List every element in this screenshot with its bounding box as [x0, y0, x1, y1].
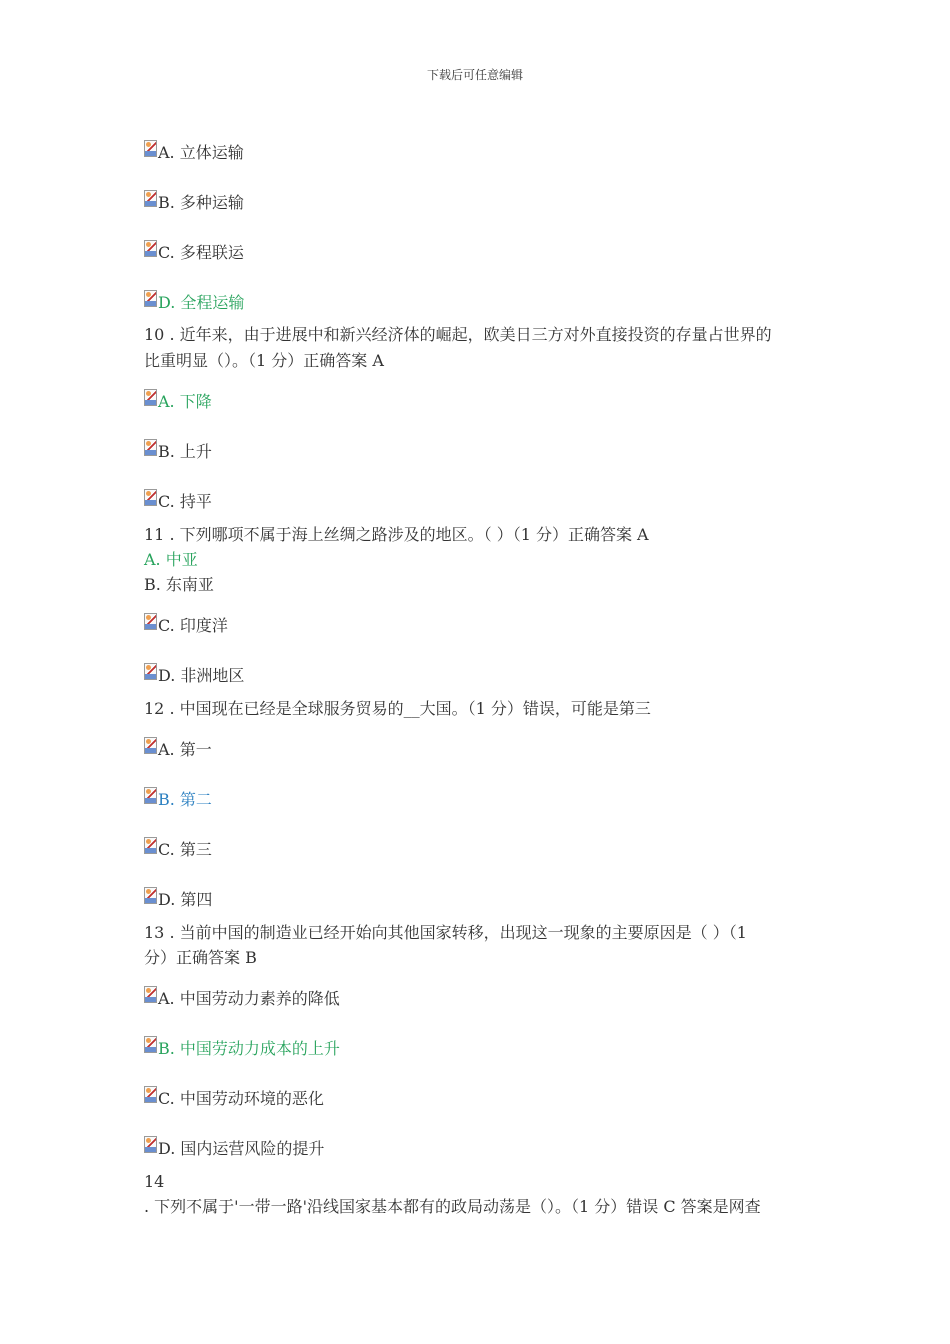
question-label: 比重明显（）。（1 分）正确答案 A [144, 351, 384, 370]
option-label: C. 中国劳动环境的恶化 [158, 1089, 324, 1108]
option-label: D. 全程运输 [158, 293, 245, 312]
question-text [144, 1197, 761, 1217]
answer-option [144, 1039, 340, 1059]
option-label: A. 下降 [158, 392, 212, 411]
question-label: 14 [144, 1172, 165, 1191]
answer-option [144, 550, 198, 570]
option-label: B. 多种运输 [158, 193, 244, 212]
option-label: C. 多程联运 [158, 243, 244, 262]
question-text [144, 1172, 164, 1192]
option-label: B. 东南亚 [144, 575, 214, 594]
answer-option [144, 740, 212, 760]
question-label: . 下列不属于'一带一路'沿线国家基本都有的政局动荡是（）。（1 分）错误 C 答案是网查 [144, 1197, 761, 1216]
answer-option [144, 293, 244, 313]
question-label: 11 . 下列哪项不属于海上丝绸之路涉及的地区。（ ）（1 分）正确答案 A [144, 525, 649, 544]
answer-option [144, 575, 214, 595]
answer-option [144, 243, 244, 263]
answer-option [144, 666, 244, 686]
question-label: 10 . 近年来，由于进展中和新兴经济体的崛起，欧美日三方对外直接投资的存量占世界的 [144, 325, 772, 344]
answer-option [144, 790, 212, 810]
answer-option [144, 442, 212, 462]
answer-option [144, 1089, 324, 1109]
question-text [144, 699, 651, 719]
question-text [144, 525, 649, 545]
option-label: C. 持平 [158, 492, 212, 511]
broken-image-icon [144, 389, 157, 406]
broken-image-icon [144, 663, 157, 680]
question-label: 12 . 中国现在已经是全球服务贸易的__大国。（1 分）错误，可能是第三 [144, 699, 651, 718]
broken-image-icon [144, 737, 157, 754]
broken-image-icon [144, 986, 157, 1003]
broken-image-icon [144, 613, 157, 630]
question-label: 分）正确答案 B [144, 948, 257, 967]
option-label: A. 立体运输 [158, 143, 244, 162]
option-label: B. 上升 [158, 442, 212, 461]
option-label: C. 印度洋 [158, 616, 228, 635]
answer-option [144, 492, 212, 512]
broken-image-icon [144, 240, 157, 257]
page-header: 下载后可任意编辑 [426, 68, 523, 82]
option-label: C. 第三 [158, 840, 212, 859]
question-text [144, 948, 257, 968]
answer-option [144, 143, 244, 163]
option-label: D. 非洲地区 [158, 666, 245, 685]
broken-image-icon [144, 439, 157, 456]
broken-image-icon [144, 887, 157, 904]
question-text [144, 351, 384, 371]
option-label: D. 国内运营风险的提升 [158, 1139, 325, 1158]
question-text [144, 923, 747, 943]
broken-image-icon [144, 787, 157, 804]
option-label: B. 中国劳动力成本的上升 [158, 1039, 340, 1058]
option-label: A. 第一 [158, 740, 212, 759]
option-label: A. 中国劳动力素养的降低 [158, 989, 340, 1008]
broken-image-icon [144, 1136, 157, 1153]
answer-option [144, 392, 212, 412]
broken-image-icon [144, 190, 157, 207]
broken-image-icon [144, 837, 157, 854]
broken-image-icon [144, 290, 157, 307]
answer-option [144, 840, 212, 860]
question-label: 13 . 当前中国的制造业已经开始向其他国家转移，出现这一现象的主要原因是（ ）（1 [144, 923, 747, 942]
answer-option [144, 890, 212, 910]
answer-option [144, 193, 244, 213]
broken-image-icon [144, 489, 157, 506]
answer-option [144, 1139, 324, 1159]
broken-image-icon [144, 140, 157, 157]
answer-option [144, 616, 228, 636]
answer-option [144, 989, 340, 1009]
question-text [144, 325, 772, 345]
option-label: D. 第四 [158, 890, 213, 909]
option-label: A. 中亚 [144, 550, 198, 569]
broken-image-icon [144, 1036, 157, 1053]
option-label: B. 第二 [158, 790, 212, 809]
broken-image-icon [144, 1086, 157, 1103]
